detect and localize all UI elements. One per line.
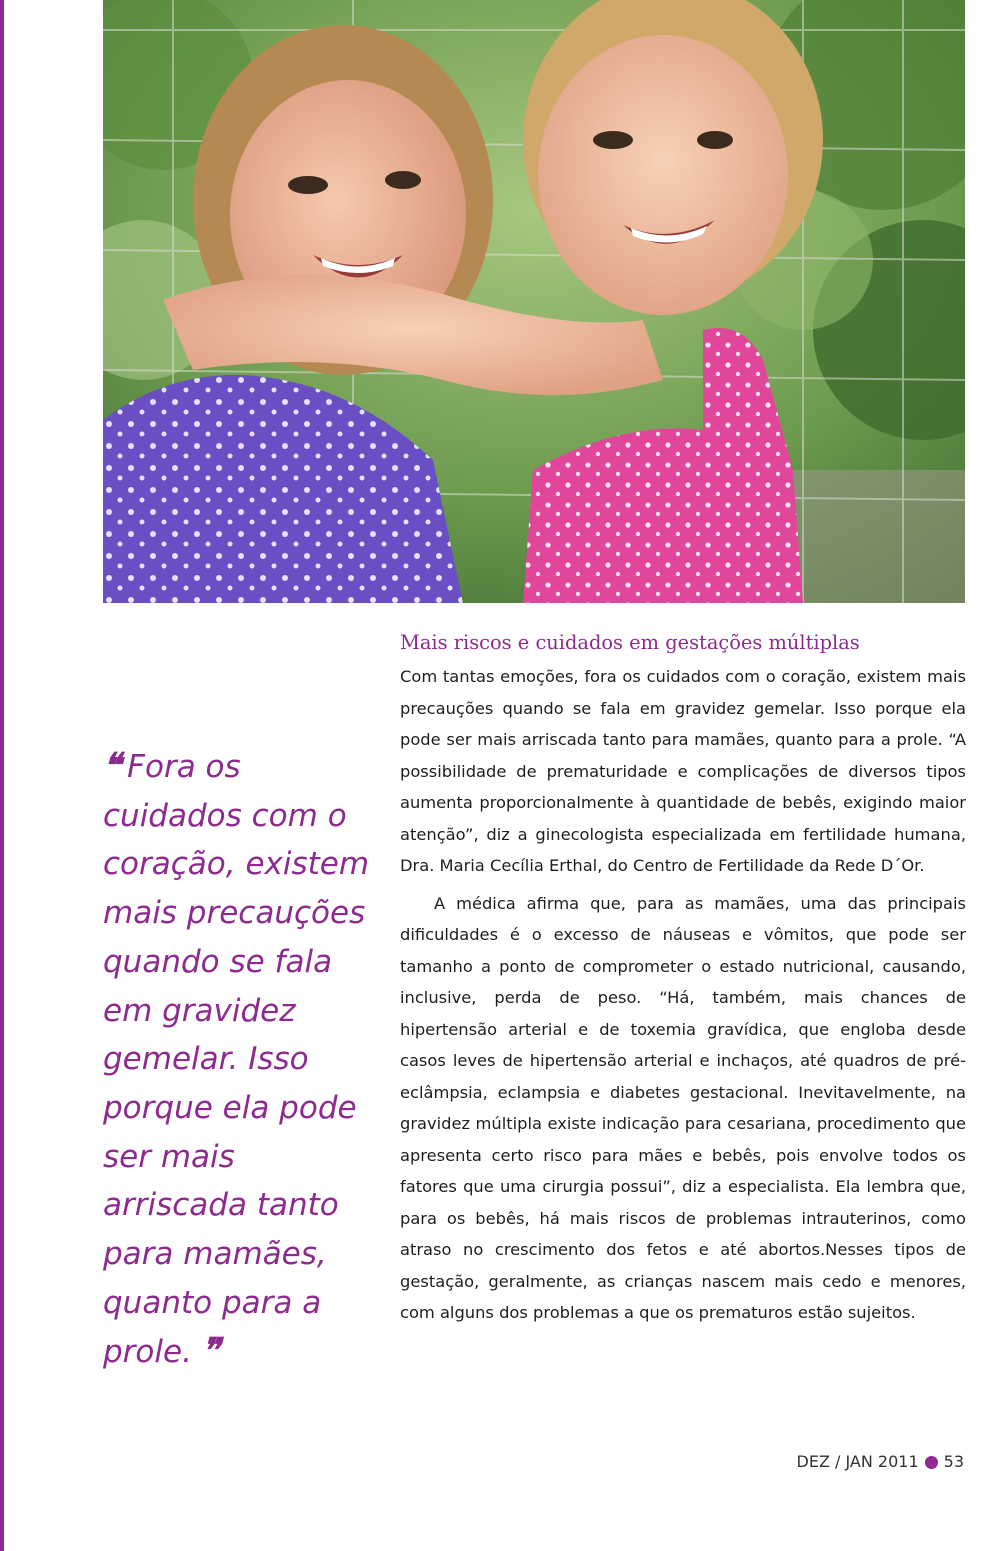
bullet-dot-icon [925, 1456, 938, 1469]
open-quote-icon: ❝ [103, 746, 118, 786]
section-heading: Mais riscos e cuidados em gestações múltiplas [400, 631, 860, 654]
two-girls-hugging-photo [103, 0, 965, 603]
page-number: 53 [943, 1452, 964, 1471]
article-paragraph-1: Com tantas emoções, fora os cuidados com o coração, existem mais precauções quando se fala em gravidez gemelar. Isso porque ela pode ser mais arriscada tanto para mamães, quanto para a prole. “A possibilidade de prematuridade e complicações de diversos tipos aumenta proporcionalmente à quantidade de bebês, exigindo maior atenção”, diz a ginecologista especializada em fertilidade humana, Dra. Maria Cecília Erthal, do Centro de Fertilidade da Rede D´Or. [400, 667, 966, 875]
page-footer [797, 1452, 964, 1472]
pull-quote-text: Fora os cuidados com o coração, existem mais precauções quando se fala em gravidez gemelar. Isso porque ela pode ser mais arriscada tanto para mamães, quanto para a prole. [103, 749, 370, 1371]
issue-date: DEZ / JAN 2011 [796, 1452, 919, 1471]
article-paragraph-2: A médica afirma que, para as mamães, uma das principais dificuldades é o excesso de náuseas e vômitos, que pode ser tamanho a ponto de comprometer o estado nutricional, causando, inclusive, perda de peso. “Há, também, mais chances de hipertensão arterial e de toxemia gravídica, que engloba desde casos leves de hipertensão arterial e inchaços, até quadros de pré-eclâmpsia, eclampsia e diabetes gestacional. Inevitavelmente, na gravidez múltipla existe indicação para cesariana, procedimento que apresenta certo risco para mães e bebês, pois envolve todos os fatores que uma cirurgia possui”, diz a especialista. Ela lembra que, para os bebês, há mais riscos de problemas intrauterinos, como atraso no crescimento dos fetos e até abortos.Nesses tipos de gestação, geralmente, as crianças nascem mais cedo e menores, com alguns dos problemas a que os prematuros estão sujeitos. [400, 893, 966, 1322]
left-margin-rule [0, 0, 4, 1551]
close-quote-icon: ❞ [201, 1331, 217, 1372]
article-body [400, 628, 966, 1329]
pull-quote [103, 742, 383, 1377]
